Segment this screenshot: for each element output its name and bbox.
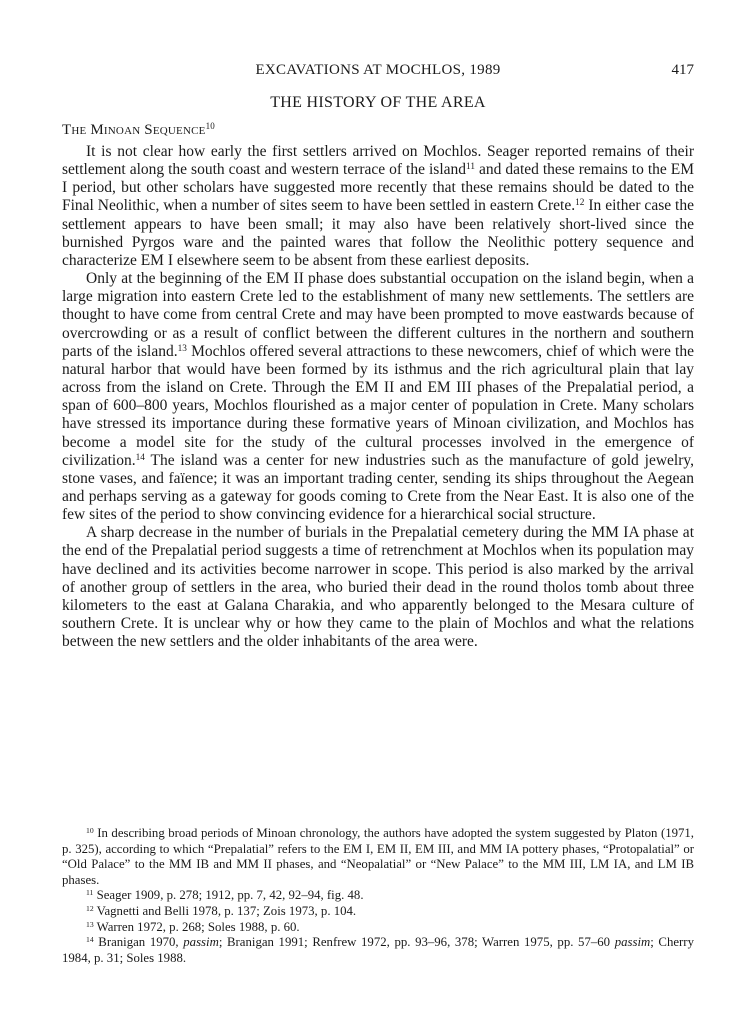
footnote-number: 10: [86, 825, 94, 835]
subsection-title-text: The Minoan Sequence: [62, 122, 206, 138]
paragraph-1-text-a: It is not clear how early the first settlers arrived on Mochlos. Seager reported remains of their settlement along the south coast and western terrace of the island: [62, 143, 694, 179]
section-title: THE HISTORY OF THE AREA: [270, 94, 486, 111]
paragraph-2-text-a: Only at the beginning of the EM II phase does substantial occupation on the island begin, when a large migration into eastern Crete led to the establishment of many new settlements. The settlers are thought to have come from central Crete and may have been prompted to move eastwards because of overcrowding or as a result of conflict between the different cultures in the northern and southern parts of the island.: [62, 270, 694, 360]
footnote-number: 14: [86, 934, 94, 944]
footnote-10: [62, 826, 694, 888]
footnote-text: In describing broad periods of Minoan chronology, the authors have adopted the system suggested by Platon (1971, p. 325), according to which “Prepalatial” refers to the EM I, EM II, EM III, and MM IA pottery phases, “Protopalatial” or “Old Palace” to the MM IB and MM II phases, and “Neopalatial” or “New Palace” to the MM III, LM IA, and LM IB phases.: [62, 826, 694, 887]
footnotes: [62, 826, 694, 966]
footnote-text: Seager 1909, p. 278; 1912, pp. 7, 42, 92–94, fig. 48.: [93, 888, 364, 903]
footnote-ref-10: 10: [205, 121, 215, 132]
paragraph-2: [62, 270, 694, 524]
footnote-number: 12: [86, 903, 94, 913]
footnote-italic-passim: passim: [183, 935, 219, 950]
footnote-text-b: ; Branigan 1991; Renfrew 1972, pp. 93–96, 378; Warren 1975, pp. 57–60: [218, 935, 615, 950]
paragraph-2-text-c: The island was a center for new industries such as the manufacture of gold jewelry, stone vases, and faïence; it was an important trading center, sending its ships throughout the Aegean and perhaps serving as a gateway for goods coming to Crete from the Near East. It is also one of the few sites of the period to show convincing evidence for a hierarchical social structure.: [62, 451, 694, 524]
paragraph-2-text-b: Mochlos offered several attractions to these newcomers, chief of which were the natural harbor that would have been formed by its isthmus and the rich agricultural plain that lay across from the island on Crete. Through the EM II and EM III phases of the Prepalatial period, a span of 600–800 years, Mochlos flourished as a major center of population in Crete. Many scholars have stressed its importance during these formative years of Minoan civilization, and Mochlos has become a model site for the study of the cultural processes involved in the emergence of civilization.: [62, 342, 694, 469]
paragraph-1-text-c: In either case the settlement appears to have been small; it may also have been relatively short-lived since the burnished Pyrgos ware and the painted wares that follow the Neolithic pottery sequence and characterize EM I elsewhere seem to be absent from these earliest deposits.: [62, 197, 694, 269]
footnote-text-a: Branigan 1970,: [93, 935, 184, 950]
footnote-text: Warren 1972, p. 268; Soles 1988, p. 60.: [93, 919, 300, 934]
footnote-italic-passim: passim: [614, 935, 651, 950]
footnote-text: Vagnetti and Belli 1978, p. 137; Zois 1973, p. 104.: [93, 903, 357, 918]
body-text: [62, 143, 694, 651]
running-header: [62, 60, 694, 80]
paragraph-1: [62, 143, 694, 270]
page-number: 417: [671, 62, 694, 78]
subsection-title: [62, 120, 694, 140]
footnote-11: [62, 888, 694, 904]
footnote-12: [62, 904, 694, 920]
footnote-number: 11: [86, 888, 94, 898]
paragraph-3: A sharp decrease in the number of burials in the Prepalatial cemetery during the MM IA phase at the end of the Prepalatial period suggests a time of retrenchment at Mochlos when its population may have declined and its activities become narrower in scope. This period is also marked by the arrival of another group of settlers in the area, who buried their dead in the round tholos tomb about three kilometers to the east at Galana Charakia, and who apparently belonged to the Mesara culture of southern Crete. It is unclear why or how they came to the plain of Mochlos and what the relations between the new settlers and the older inhabitants of the area were.: [62, 524, 694, 651]
footnote-ref-11: 11: [466, 162, 475, 173]
paragraph-1-text-b: and dated these remains to the EM I period, but other scholars have suggested more recently that these remains should be dated to the Final Neolithic, when a number of sites seem to have been settled in eastern Crete.: [62, 161, 694, 215]
footnote-14: [62, 935, 694, 966]
footnote-text-c: ; Cherry 1984, p. 31; Soles 1988.: [62, 935, 694, 965]
footnote-ref-12: 12: [575, 198, 585, 209]
footnote-13: [62, 920, 694, 936]
footnote-ref-14: 14: [135, 452, 145, 463]
footnote-ref-13: 13: [177, 343, 187, 354]
running-title: EXCAVATIONS AT MOCHLOS, 1989: [255, 62, 501, 78]
footnote-number: 13: [86, 919, 94, 929]
